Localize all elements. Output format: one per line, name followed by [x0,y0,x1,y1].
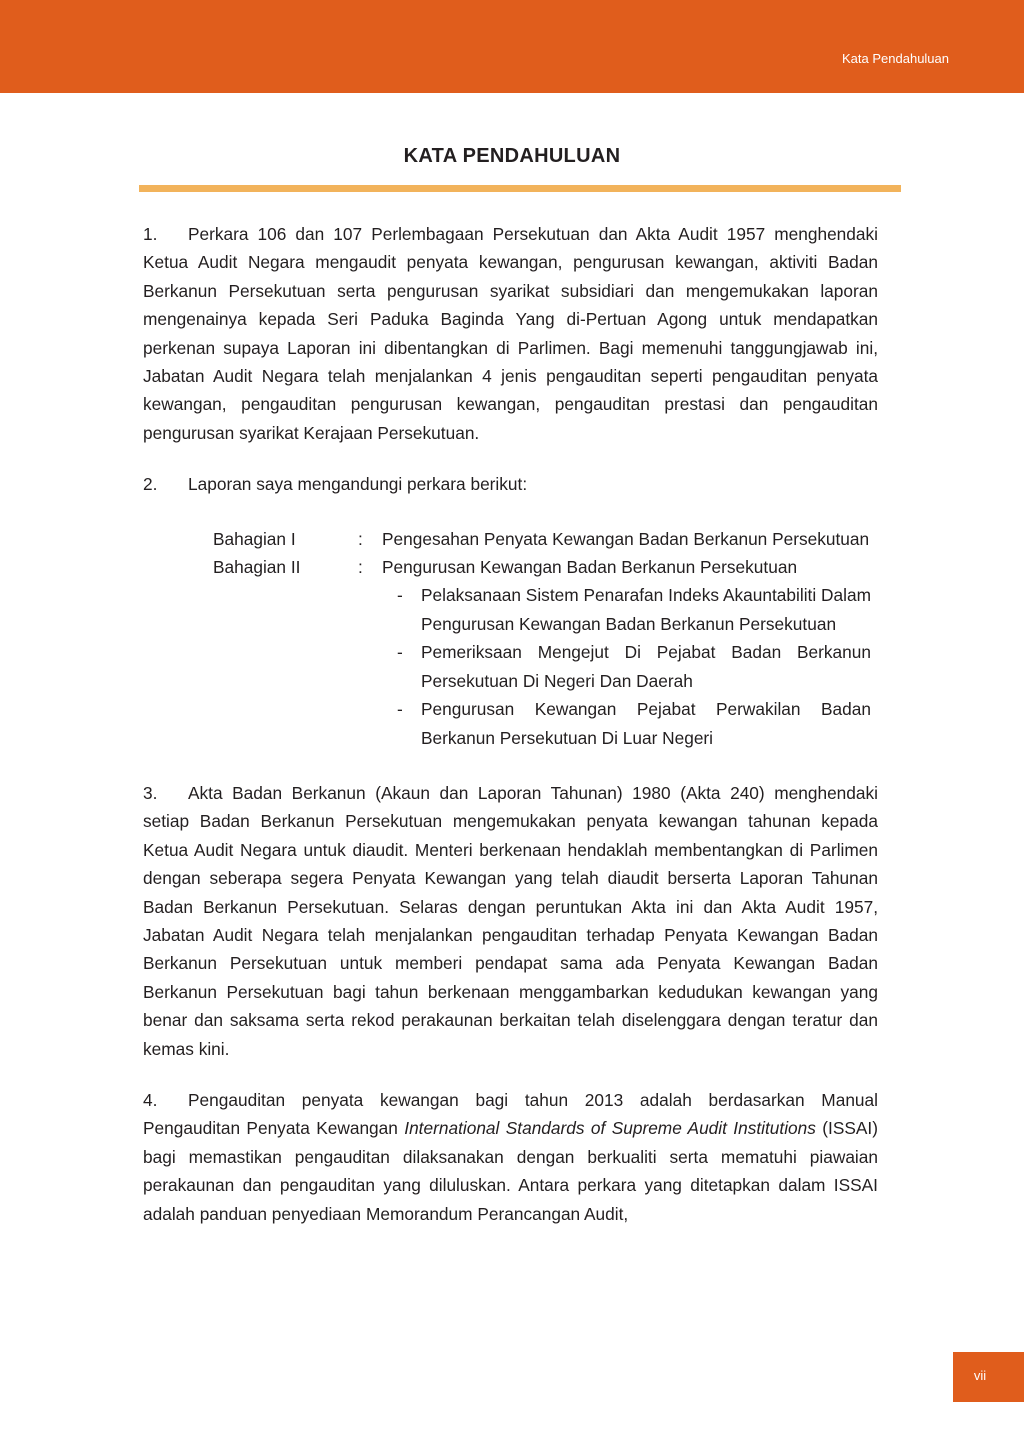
part-description: Pengurusan Kewangan Badan Berkanun Persekutuan [382,557,798,578]
paragraph-4 [143,1086,878,1228]
paragraph-number: 1. [143,224,158,244]
part-row-2 [213,553,871,752]
sub-item [397,695,871,752]
paragraph-text: Perkara 106 dan 107 Perlembagaan Persekutuan dan Akta Audit 1957 menghendaki Ketua Audit Negara mengaudit penyata kewangan, pengurusan kewangan, aktiviti Badan Berkanun Persekutuan serta pengurusan syarikat subsidiari dan mengemukakan laporan mengenainya kepada Seri Paduka Baginda Yang di-Pertuan Agong untuk mendapatkan perkenan supaya Laporan ini dibentangkan di Parlimen. Bagi memenuhi tanggungjawab ini, Jabatan Audit Negara telah menjalankan 4 jenis pengauditan seperti pengauditan penyata kewangan, pengauditan pengurusan kewangan, pengauditan prestasi dan pengauditan pengurusan syarikat Kerajaan Persekutuan. [143,224,878,443]
part-colon: : [358,528,363,549]
dash-bullet: - [397,585,403,606]
paragraph-1 [143,220,878,447]
paragraph-italic-text: International Standards of Supreme Audit Institutions [404,1118,816,1139]
part-colon: : [358,557,363,578]
sub-item [397,581,871,638]
main-content [143,220,878,1251]
page-number-box [953,1352,1024,1402]
part-description-block [382,553,871,752]
part-row-1 [213,525,871,553]
part-label: Bahagian I [213,528,296,549]
sub-item-text: Pelaksanaan Sistem Penarafan Indeks Akauntabiliti Dalam Pengurusan Kewangan Badan Berkanun Persekutuan [421,585,871,634]
paragraph-number: 2. [143,474,158,495]
paragraph-number: 4. [143,1089,158,1110]
dash-bullet: - [397,642,403,663]
dash-bullet: - [397,699,403,720]
paragraph-2 [143,470,878,498]
part-label: Bahagian II [213,557,301,578]
sub-item-text: Pengurusan Kewangan Pejabat Perwakilan Badan Berkanun Persekutuan Di Luar Negeri [421,699,871,748]
paragraph-3 [143,779,878,1063]
title-underline [139,185,901,192]
sub-item [397,638,871,695]
paragraph-text: Pengauditan penyata kewangan bagi tahun 2013 adalah berdasarkan Manual Pengauditan Penyata Kewangan [143,1089,878,1139]
paragraph-number: 3. [143,782,158,803]
paragraph-text: Akta Badan Berkanun (Akaun dan Laporan Tahunan) 1980 (Akta 240) menghendaki setiap Badan Berkanun Persekutuan mengemukakan penyata kewangan tahunan kepada Ketua Audit Negara untuk diaudit. Menteri berkenaan hendaklah membentangkan di Parlimen dengan seberapa segera Penyata Kewangan yang telah diaudit berserta Laporan Tahunan Badan Berkanun Persekutuan. Selaras dengan peruntukan Akta ini dan Akta Audit 1957, Jabatan Audit Negara telah menjalankan pengauditan terhadap Penyata Kewangan Badan Berkanun Persekutuan untuk memberi pendapat sama ada Penyata Kewangan Badan Berkanun Persekutuan bagi tahun berkenaan menggambarkan kedudukan kewangan yang benar dan saksama serta rekod perakaunan berkaitan telah diselenggara dengan teratur dan kemas kini. [143,782,878,1059]
paragraph-text: (ISSAI) bagi memastikan pengauditan dilaksanakan dengan berkualiti serta mematuhi piawaian perakaunan dan pengauditan yang diluluskan. Antara perkara yang ditetapkan dalam ISSAI adalah panduan penyediaan Memorandum Perancangan Audit, [143,1118,878,1224]
header-band [0,0,1024,93]
section-label: Kata Pendahuluan [842,51,949,66]
part-description: Pengesahan Penyata Kewangan Badan Berkanun Persekutuan [382,528,870,549]
paragraph-text: Laporan saya mengandungi perkara berikut: [188,474,528,495]
sub-item-text: Pemeriksaan Mengejut Di Pejabat Badan Berkanun Persekutuan Di Negeri Dan Daerah [421,642,871,691]
page-title: KATA PENDAHULUAN [403,145,621,167]
page-number: vii [973,1368,987,1383]
report-parts-list [213,525,871,752]
